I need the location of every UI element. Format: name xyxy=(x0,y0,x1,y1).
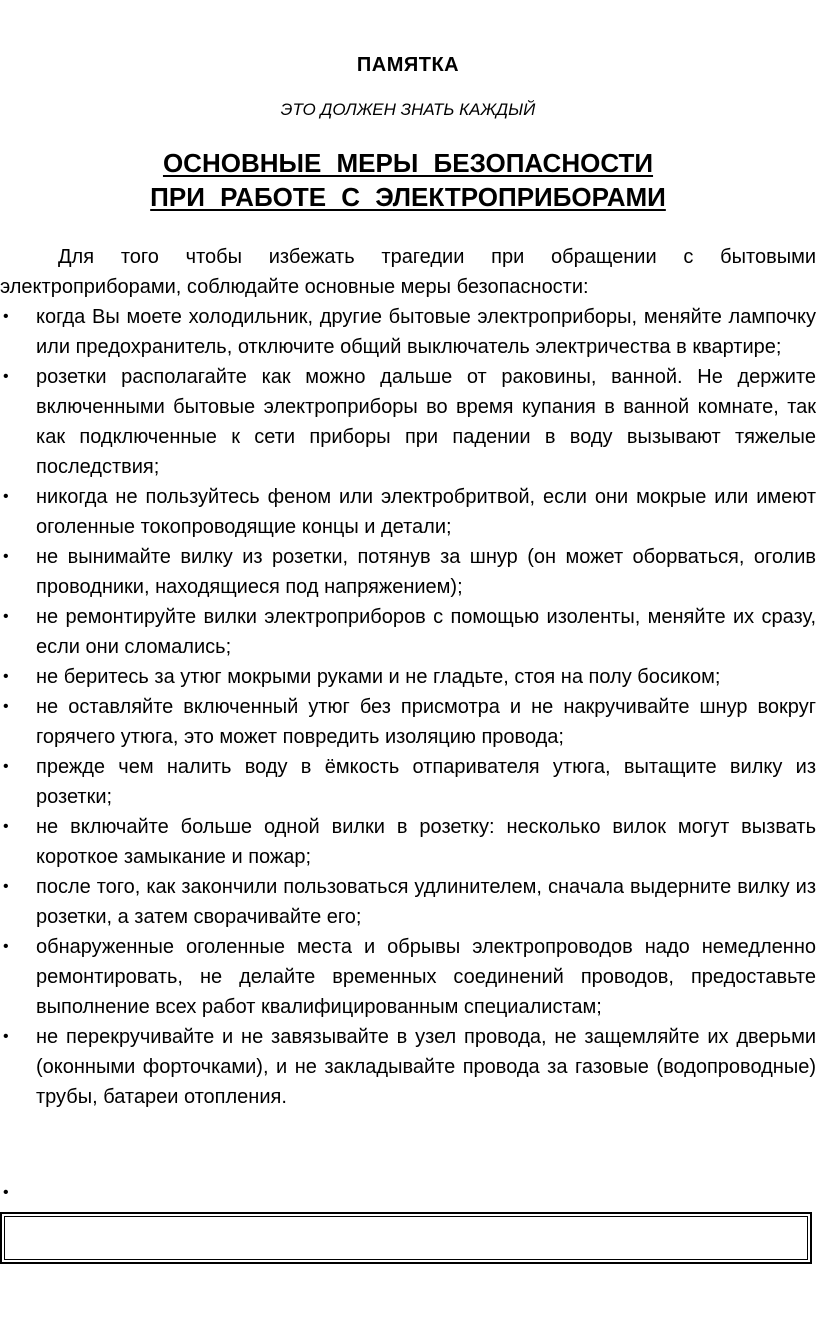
document-title: ПАМЯТКА xyxy=(356,54,460,76)
main-heading-line-2: ПРИ РАБОТЕ С ЭЛЕКТРОПРИБОРАМИ xyxy=(150,182,666,212)
document-subtitle: ЭТО ДОЛЖЕН ЗНАТЬ КАЖДЫЙ xyxy=(280,100,536,119)
list-item xyxy=(0,1022,816,1112)
list-item-text: розетки располагайте как можно дальше от раковины, ванной. Не держите включенными бытовые электроприборы во время купания в ванной комнате, так как подключенные к сети приборы при падении в воду вызывают тяжелые последствия; xyxy=(36,366,816,478)
footer-frame-inner xyxy=(4,1216,808,1260)
list-item-text: прежде чем налить воду в ёмкость отпаривателя утюга, вытащите вилку из розетки; xyxy=(36,756,816,808)
list-item xyxy=(0,932,816,1022)
footer-frame-box xyxy=(0,1212,812,1264)
list-item-text: не включайте больше одной вилки в розетку: несколько вилок могут вызвать короткое замыкание и пожар; xyxy=(36,816,816,868)
empty-bullet-icon: • xyxy=(3,1184,9,1201)
bullet-icon: • xyxy=(3,668,9,685)
list-item xyxy=(0,872,816,932)
list-item-text: не оставляйте включенный утюг без присмотра и не накручивайте шнур вокруг горячего утюга, это может повредить изоляцию провода; xyxy=(36,696,816,748)
list-item xyxy=(0,482,816,542)
list-item xyxy=(0,362,816,482)
list-item-text: не перекручивайте и не завязывайте в узел провода, не защемляйте их дверьми (оконными форточками), и не закладывайте провода за газовые (водопроводные) трубы, батареи отопления. xyxy=(36,1026,816,1108)
bullet-icon: • xyxy=(3,308,9,325)
list-item-text: обнаруженные оголенные места и обрывы электропроводов надо немедленно ремонтировать, не делайте временных соединений проводов, предоставьте выполнение всех работ квалифицированным специалистам; xyxy=(36,936,816,1018)
main-heading xyxy=(0,146,816,214)
safety-rules-list xyxy=(0,302,816,1112)
list-item-text: когда Вы моете холодильник, другие бытовые электроприборы, меняйте лампочку или предохранитель, отключите общий выключатель электричества в квартире; xyxy=(36,306,816,358)
bullet-icon: • xyxy=(3,938,9,955)
bullet-icon: • xyxy=(3,878,9,895)
list-item xyxy=(0,602,816,662)
list-item xyxy=(0,752,816,812)
list-item-text: не ремонтируйте вилки электроприборов с помощью изоленты, меняйте их сразу, если они сломались; xyxy=(36,606,816,658)
list-item-text: никогда не пользуйтесь феном или электробритвой, если они мокрые или имеют оголенные токопроводящие концы и детали; xyxy=(36,486,816,538)
list-item xyxy=(0,812,816,872)
bullet-icon: • xyxy=(3,818,9,835)
list-item xyxy=(0,692,816,752)
bullet-icon: • xyxy=(3,1028,9,1045)
bullet-icon: • xyxy=(3,698,9,715)
bullet-icon: • xyxy=(3,368,9,385)
list-item-text: не беритесь за утюг мокрыми руками и не гладьте, стоя на полу босиком; xyxy=(36,666,721,688)
list-item-text: не вынимайте вилку из розетки, потянув за шнур (он может оборваться, оголив проводники, находящиеся под напряжением); xyxy=(36,546,816,598)
bullet-icon: • xyxy=(3,548,9,565)
bullet-icon: • xyxy=(3,488,9,505)
list-item xyxy=(0,302,816,362)
list-item xyxy=(0,542,816,602)
main-heading-line-1: ОСНОВНЫЕ МЕРЫ БЕЗОПАСНОСТИ xyxy=(162,148,654,178)
intro-paragraph: Для того чтобы избежать трагедии при обращении с бытовыми электроприборами, соблюдайте основные меры безопасности: xyxy=(0,246,816,298)
bullet-icon: • xyxy=(3,608,9,625)
list-item xyxy=(0,662,816,692)
list-item-text: после того, как закончили пользоваться удлинителем, сначала выдерните вилку из розетки, а затем сворачивайте его; xyxy=(36,876,816,928)
bullet-icon: • xyxy=(3,758,9,775)
